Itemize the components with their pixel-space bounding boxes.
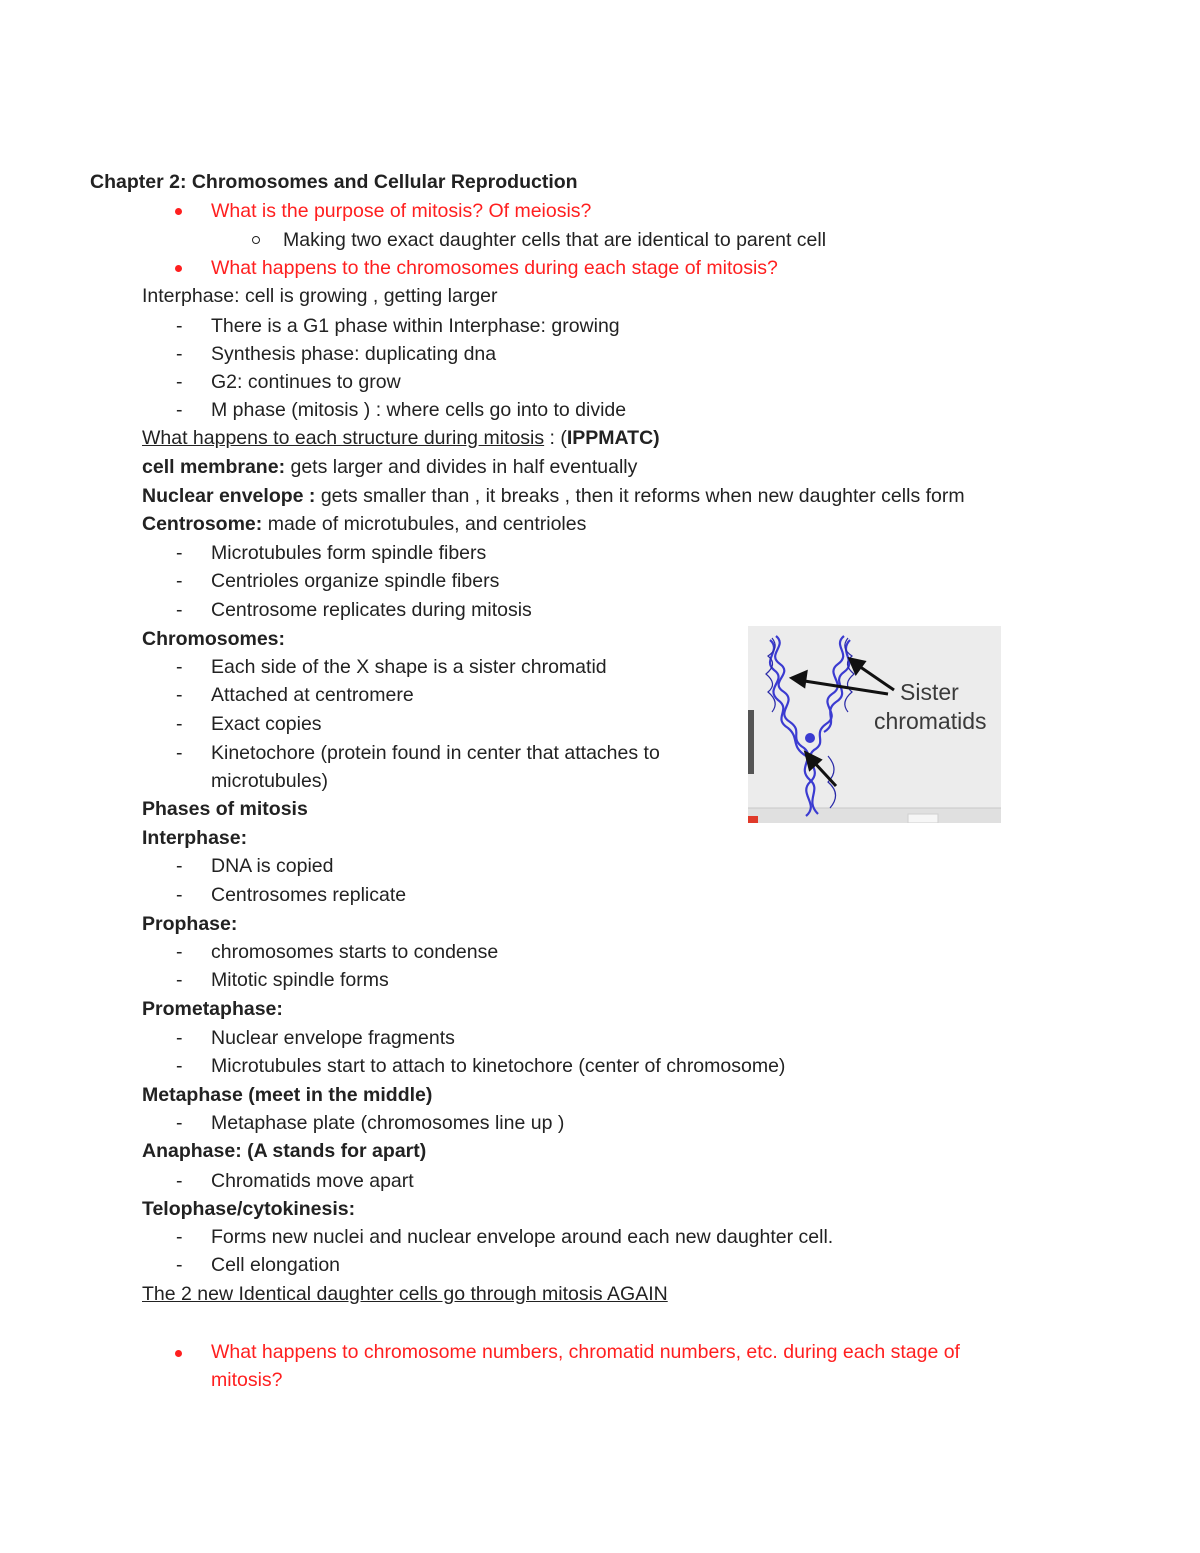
bullet-icon bbox=[175, 208, 182, 215]
answer-purpose: Making two exact daughter cells that are identical to parent cell bbox=[283, 229, 827, 251]
nuclear-envelope-text: gets smaller than , it breaks , then it reforms when new daughter cells form bbox=[315, 485, 965, 507]
dash-bullet: - bbox=[176, 599, 183, 621]
centrosome-text: made of microtubules, and centrioles bbox=[262, 513, 587, 535]
phases-heading: Phases of mitosis bbox=[142, 798, 308, 820]
interphase-line: Interphase: cell is growing , getting larger bbox=[142, 285, 498, 307]
chromosomes-label: Chromosomes: bbox=[142, 628, 286, 650]
list-item: Mitotic spindle forms bbox=[211, 969, 389, 991]
question-numbers-continued: mitosis? bbox=[211, 1369, 283, 1391]
again-line: The 2 new Identical daughter cells go through mitosis AGAIN bbox=[142, 1283, 668, 1305]
list-item: DNA is copied bbox=[211, 855, 334, 877]
bullet-icon bbox=[175, 1350, 182, 1357]
nuclear-envelope-line bbox=[142, 483, 965, 509]
figure-label-chromatids: chromatids bbox=[874, 708, 987, 734]
dash-bullet: - bbox=[176, 969, 183, 991]
list-item: Microtubules form spindle fibers bbox=[211, 542, 487, 564]
dash-bullet: - bbox=[176, 1254, 183, 1276]
dash-bullet: - bbox=[176, 884, 183, 906]
list-item: Cell elongation bbox=[211, 1254, 341, 1276]
dash-bullet: - bbox=[176, 315, 183, 337]
list-item: Nuclear envelope fragments bbox=[211, 1027, 455, 1049]
cell-membrane-label: cell membrane: bbox=[142, 456, 286, 478]
bullet-icon bbox=[175, 265, 182, 272]
telophase-label: Telophase/cytokinesis: bbox=[142, 1198, 356, 1220]
list-item: There is a G1 phase within Interphase: growing bbox=[211, 315, 620, 337]
structure-acronym: IPPMATC) bbox=[566, 427, 660, 449]
list-item: Centrosomes replicate bbox=[211, 884, 407, 906]
dash-bullet: - bbox=[176, 1055, 183, 1077]
list-item: Chromatids move apart bbox=[211, 1170, 414, 1192]
hollow-bullet-icon bbox=[252, 236, 260, 244]
list-item: Metaphase plate (chromosomes line up ) bbox=[211, 1112, 565, 1134]
question-chromosomes: What happens to the chromosomes during each stage of mitosis? bbox=[211, 257, 778, 279]
dash-bullet: - bbox=[176, 1170, 183, 1192]
list-item-continued: microtubules) bbox=[211, 770, 329, 792]
dash-bullet: - bbox=[176, 855, 183, 877]
list-item: Centrioles organize spindle fibers bbox=[211, 570, 500, 592]
list-item: chromosomes starts to condense bbox=[211, 941, 499, 963]
list-item: Attached at centromere bbox=[211, 684, 414, 706]
nuclear-envelope-label: Nuclear envelope : bbox=[142, 485, 316, 507]
dash-bullet: - bbox=[176, 1027, 183, 1049]
anaphase-label: Anaphase: (A stands for apart) bbox=[142, 1140, 427, 1162]
prometaphase-label: Prometaphase: bbox=[142, 998, 283, 1020]
list-item: Microtubules start to attach to kinetochore (center of chromosome) bbox=[211, 1055, 786, 1077]
list-item: M phase (mitosis ) : where cells go into to divide bbox=[211, 399, 627, 421]
dash-bullet: - bbox=[176, 1112, 183, 1134]
interphase-label: Interphase: bbox=[142, 827, 248, 849]
cell-membrane-line bbox=[142, 454, 637, 480]
prophase-label: Prophase: bbox=[142, 913, 238, 935]
centrosome-label: Centrosome: bbox=[142, 513, 263, 535]
metaphase-label: Metaphase (meet in the middle) bbox=[142, 1084, 433, 1106]
sister-chromatids-figure bbox=[748, 626, 1001, 823]
centrosome-line bbox=[142, 511, 586, 537]
structure-heading-tail: : ( bbox=[544, 427, 567, 449]
dash-bullet: - bbox=[176, 941, 183, 963]
dash-bullet: - bbox=[176, 713, 183, 735]
list-item: Exact copies bbox=[211, 713, 322, 735]
dash-bullet: - bbox=[176, 570, 183, 592]
figure-label-sister: Sister bbox=[900, 679, 959, 705]
question-numbers: What happens to chromosome numbers, chromatid numbers, etc. during each stage of bbox=[211, 1341, 960, 1363]
dash-bullet: - bbox=[176, 371, 183, 393]
cell-membrane-text: gets larger and divides in half eventually bbox=[285, 456, 638, 478]
list-item: Kinetochore (protein found in center that attaches to bbox=[211, 742, 660, 764]
list-item: G2: continues to grow bbox=[211, 371, 401, 393]
list-item: Each side of the X shape is a sister chromatid bbox=[211, 656, 607, 678]
chapter-title: Chapter 2: Chromosomes and Cellular Reproduction bbox=[90, 171, 578, 193]
structure-heading-line bbox=[142, 425, 660, 451]
structure-heading: What happens to each structure during mitosis bbox=[142, 427, 545, 449]
dash-bullet: - bbox=[176, 742, 183, 764]
list-item: Forms new nuclei and nuclear envelope around each new daughter cell. bbox=[211, 1226, 834, 1248]
dash-bullet: - bbox=[176, 399, 183, 421]
list-item: Synthesis phase: duplicating dna bbox=[211, 343, 497, 365]
dash-bullet: - bbox=[176, 684, 183, 706]
dash-bullet: - bbox=[176, 542, 183, 564]
dash-bullet: - bbox=[176, 1226, 183, 1248]
list-item: Centrosome replicates during mitosis bbox=[211, 599, 532, 621]
question-purpose: What is the purpose of mitosis? Of meiosis? bbox=[211, 200, 592, 222]
dash-bullet: - bbox=[176, 656, 183, 678]
dash-bullet: - bbox=[176, 343, 183, 365]
